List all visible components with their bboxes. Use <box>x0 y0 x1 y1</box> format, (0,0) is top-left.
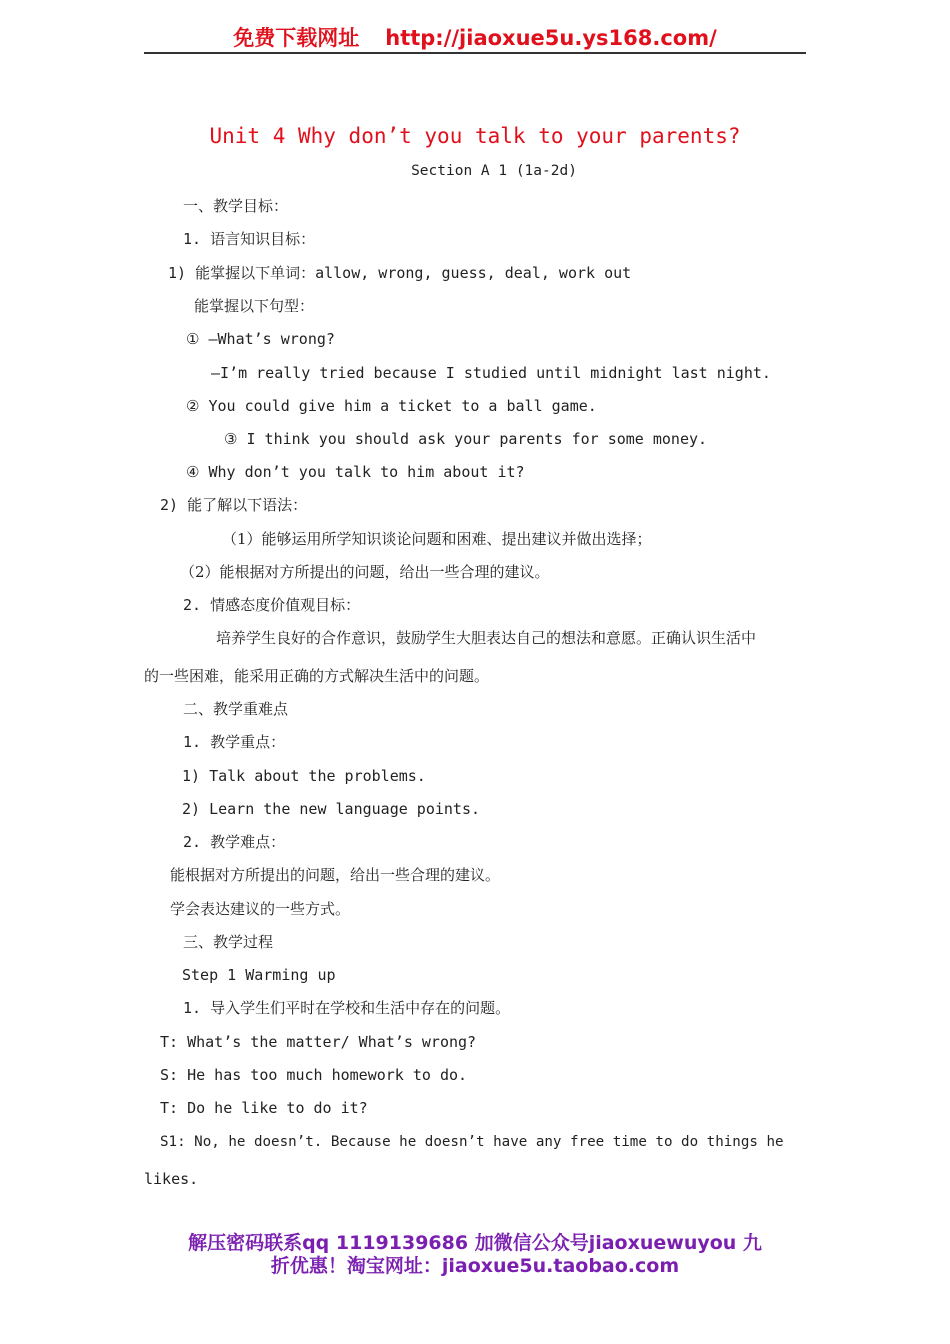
body-line: ① —What’s wrong? <box>186 330 335 348</box>
body-line: ③ I think you should ask your parents for some money. <box>224 430 708 448</box>
body-line: T: What’s the matter/ What’s wrong? <box>160 1033 477 1051</box>
body-line: （1）能够运用所学知识谈论问题和困难、提出建议并做出选择； <box>222 530 652 548</box>
body-line: 1. 教学重点： <box>183 733 286 751</box>
body-line: S: He has too much homework to do. <box>160 1066 468 1084</box>
body-line: —I’m really tried because I studied until midnight last night. <box>211 364 771 382</box>
body-line: 1. 导入学生们平时在学校和生活中存在的问题。 <box>183 999 511 1017</box>
header-url-link[interactable]: http://jiaoxue5u.ys168.com/ <box>385 26 717 50</box>
body-line: 学会表达建议的一些方式。 <box>170 900 351 918</box>
body-line: 能掌握以下句型： <box>194 297 315 315</box>
body-line: S1: No, he doesn’t. Because he doesn’t have any free time to do things he <box>160 1134 784 1150</box>
body-line: 三、教学过程 <box>183 933 274 951</box>
document-title: Unit 4 Why don’t you talk to your parents? <box>209 124 741 148</box>
header-label: 免费下载网址 <box>233 26 360 50</box>
document-subtitle: Section A 1 (1a-2d) <box>411 163 577 179</box>
body-line: ② You could give him a ticket to a ball game. <box>186 397 597 415</box>
body-line: 能根据对方所提出的问题，给出一些合理的建议。 <box>170 866 501 884</box>
body-line: 1) 能掌握以下单词：allow, wrong, guess, deal, work out <box>168 264 632 282</box>
body-line: （2）能根据对方所提出的问题，给出一些合理的建议。 <box>180 563 550 581</box>
body-line: 2) Learn the new language points. <box>182 800 481 818</box>
footer-line-2: 折优惠！淘宝网址：jiaoxue5u.taobao.com <box>270 1255 680 1277</box>
body-line: 2) 能了解以下语法： <box>160 496 308 514</box>
body-line: 一、教学目标： <box>183 197 289 215</box>
body-line: 2. 教学难点： <box>183 833 286 851</box>
body-line: ④ Why don’t you talk to him about it? <box>186 463 525 481</box>
body-line: likes. <box>144 1170 199 1188</box>
body-line: 1. 语言知识目标： <box>183 230 316 248</box>
footer-line-1: 解压密码联系qq 1119139686 加微信公众号jiaoxuewuyou 九 <box>188 1232 762 1254</box>
body-line: 培养学生良好的合作意识，鼓励学生大胆表达自己的想法和意愿。正确认识生活中 <box>216 629 757 647</box>
page-header <box>144 22 806 54</box>
body-line: 1) Talk about the problems. <box>182 767 426 785</box>
body-line: 2. 情感态度价值观目标： <box>183 596 361 614</box>
body-line: 二、教学重难点 <box>183 700 289 718</box>
body-line: Step 1 Warming up <box>182 966 336 984</box>
body-line: 的一些困难，能采用正确的方式解决生活中的问题。 <box>144 667 490 685</box>
body-line: T: Do he like to do it? <box>160 1099 368 1117</box>
